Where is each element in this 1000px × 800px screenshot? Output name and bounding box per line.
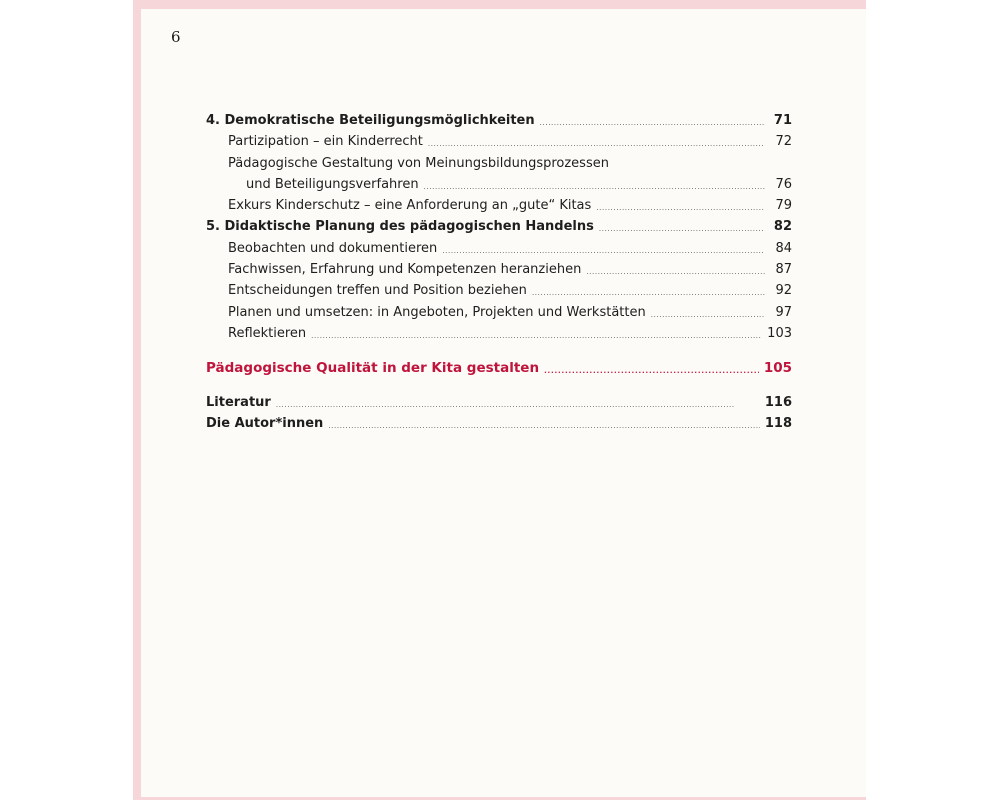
dot-leader	[599, 220, 765, 233]
dot-leader	[651, 306, 765, 319]
toc-entry-page: 92	[775, 283, 792, 299]
toc-entry-title: Die Autor*innen	[206, 415, 324, 431]
toc-autorinnen[interactable]	[206, 416, 792, 437]
toc-entry-title: Fachwissen, Erfahrung und Kompetenzen heranziehen	[228, 262, 582, 278]
toc-entry-page: 82	[773, 219, 792, 235]
dot-leader	[544, 361, 759, 375]
toc-literatur[interactable]	[206, 395, 792, 416]
dot-leader	[532, 284, 765, 297]
toc-section-kinderschutz[interactable]	[206, 198, 792, 219]
toc-entry-page: 87	[775, 262, 792, 278]
toc-section-meinungsbildung[interactable]	[206, 156, 792, 177]
toc-chapter-4[interactable]	[206, 113, 792, 134]
toc-section-planen[interactable]	[206, 305, 792, 326]
toc-entry-title: Planen und umsetzen: in Angeboten, Projekten und Werkstätten	[228, 304, 646, 320]
toc-chapter-5[interactable]	[206, 219, 792, 240]
toc-entry-title: 5. Didaktische Planung des pädagogischen Handelns	[206, 219, 594, 235]
toc-entry-page: 118	[764, 415, 792, 431]
toc-entry-page: 76	[775, 176, 792, 192]
toc-entry-title: 4. Demokratische Beteiligungsmöglichkeiten	[206, 113, 535, 128]
toc-entry-page: 72	[775, 134, 792, 150]
toc-section-entscheidungen[interactable]	[206, 283, 792, 304]
toc-entry-title: Exkurs Kinderschutz – eine Anforderung an „gute“ Kitas	[228, 198, 592, 214]
toc-section-reflektieren[interactable]	[206, 326, 792, 347]
dot-leader	[586, 263, 765, 276]
toc-entry-page: 84	[775, 240, 792, 256]
toc-entry-title: Reflektieren	[228, 325, 307, 341]
toc-section-fachwissen[interactable]	[206, 262, 792, 283]
dot-leader	[424, 178, 765, 191]
toc-section-beobachten[interactable]	[206, 241, 792, 262]
dot-leader	[328, 417, 760, 430]
dot-leader	[311, 327, 762, 340]
dot-leader	[442, 242, 765, 255]
toc-entry-page: 103	[767, 325, 792, 341]
toc-entry-page: 97	[775, 304, 792, 320]
toc-entry-title: und Beteiligungsverfahren	[246, 176, 419, 192]
toc-entry-page: 116	[764, 394, 792, 410]
toc-entry-page: 71	[773, 113, 792, 128]
toc-entry-page: 79	[775, 198, 792, 214]
toc-entry-page: 105	[763, 360, 792, 377]
toc-entry-title: Literatur	[206, 394, 271, 410]
toc-entry-title: Beobachten und dokumentieren	[228, 240, 438, 256]
dot-leader	[428, 135, 765, 148]
table-of-contents	[206, 113, 792, 437]
book-page	[133, 0, 866, 800]
page-paper	[141, 9, 866, 797]
dot-leader	[540, 114, 765, 127]
toc-entry-title: Partizipation – ein Kinderrecht	[228, 134, 423, 150]
toc-entry-title: Entscheidungen treffen und Position beziehen	[228, 283, 527, 299]
toc-section-partizipation[interactable]	[206, 134, 792, 155]
toc-part-qualitaet[interactable]	[206, 360, 792, 381]
dot-leader	[276, 396, 760, 409]
toc-entry-title: Pädagogische Gestaltung von Meinungsbildungsprozessen	[228, 155, 609, 171]
page-number: 6	[171, 28, 181, 46]
toc-section-meinungsbildung-cont[interactable]	[206, 177, 792, 198]
toc-entry-title: Pädagogische Qualität in der Kita gestalten	[206, 360, 540, 377]
dot-leader	[596, 199, 765, 212]
